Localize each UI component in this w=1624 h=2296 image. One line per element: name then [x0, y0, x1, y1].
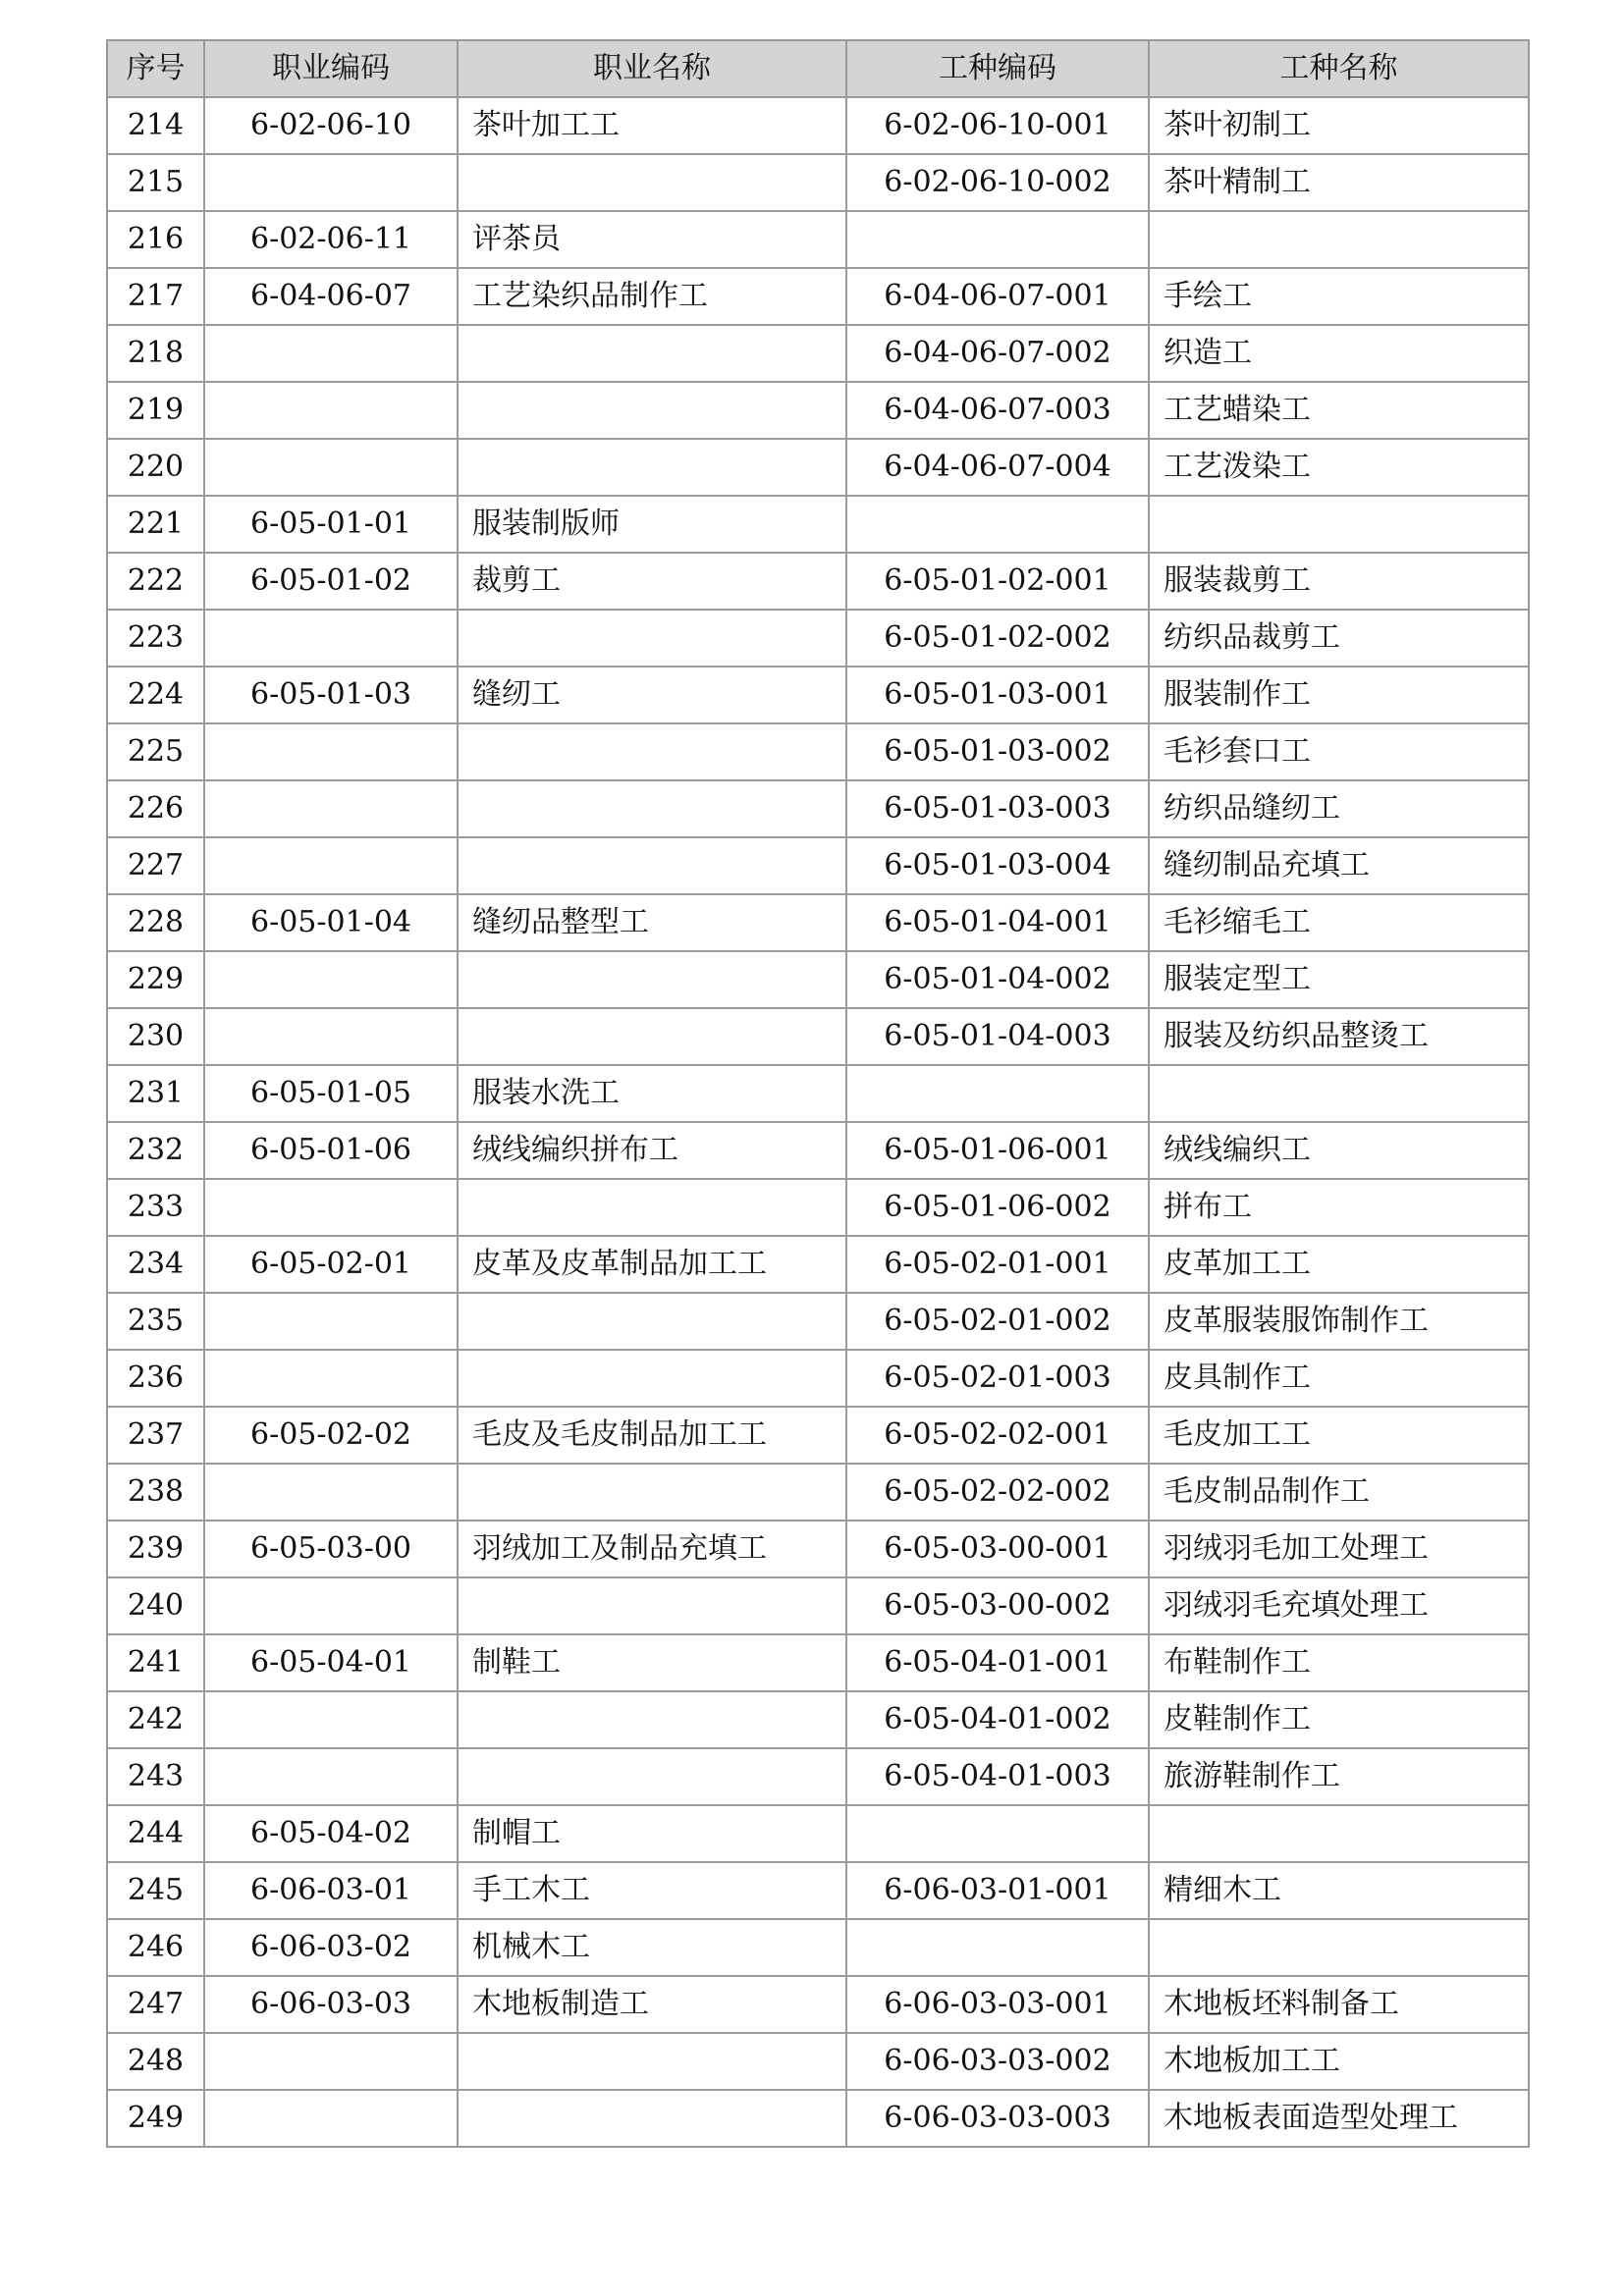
header-occupation-code: 职业编码	[204, 40, 458, 97]
trade-name-cell: 纺织品缝纫工	[1149, 780, 1529, 837]
trade-name-cell: 服装制作工	[1149, 667, 1529, 723]
trade-name-cell: 手绘工	[1149, 268, 1529, 325]
seq-cell: 237	[107, 1407, 204, 1464]
seq-cell: 222	[107, 553, 204, 610]
occupation-code-cell: 6-06-03-01	[204, 1862, 458, 1919]
table-body	[107, 97, 1529, 2147]
table-row	[107, 1350, 1529, 1407]
occupation-name-cell	[458, 1691, 846, 1748]
table-row	[107, 1122, 1529, 1179]
table-row	[107, 1464, 1529, 1521]
table-row	[107, 2090, 1529, 2147]
occupation-name-cell	[458, 1350, 846, 1407]
trade-name-cell	[1149, 496, 1529, 553]
table-header-row	[107, 40, 1529, 97]
trade-name-cell	[1149, 1919, 1529, 1976]
trade-code-cell: 6-05-04-01-003	[846, 1748, 1149, 1805]
occupation-name-cell	[458, 1179, 846, 1236]
table-row	[107, 553, 1529, 610]
seq-cell: 240	[107, 1577, 204, 1634]
occupation-code-cell	[204, 837, 458, 894]
table-row	[107, 382, 1529, 439]
table-row	[107, 1293, 1529, 1350]
trade-code-cell: 6-05-01-06-001	[846, 1122, 1149, 1179]
occupation-name-cell	[458, 2090, 846, 2147]
trade-code-cell: 6-06-03-03-001	[846, 1976, 1149, 2033]
trade-name-cell	[1149, 1805, 1529, 1862]
occupation-name-cell: 服装水洗工	[458, 1065, 846, 1122]
occupation-code-cell	[204, 439, 458, 496]
seq-cell: 225	[107, 723, 204, 780]
trade-code-cell: 6-05-02-02-001	[846, 1407, 1149, 1464]
table-row	[107, 1008, 1529, 1065]
trade-code-cell: 6-06-03-03-003	[846, 2090, 1149, 2147]
trade-code-cell: 6-04-06-07-003	[846, 382, 1149, 439]
occupation-name-cell: 机械木工	[458, 1919, 846, 1976]
table-row	[107, 1236, 1529, 1293]
occupation-name-cell: 木地板制造工	[458, 1976, 846, 2033]
seq-cell: 228	[107, 894, 204, 951]
occupation-name-cell: 茶叶加工工	[458, 97, 846, 154]
table-row	[107, 1691, 1529, 1748]
trade-name-cell: 旅游鞋制作工	[1149, 1748, 1529, 1805]
trade-name-cell: 皮鞋制作工	[1149, 1691, 1529, 1748]
seq-cell: 220	[107, 439, 204, 496]
trade-code-cell: 6-05-01-03-004	[846, 837, 1149, 894]
table-row	[107, 1065, 1529, 1122]
occupation-code-cell	[204, 382, 458, 439]
trade-code-cell: 6-04-06-07-004	[846, 439, 1149, 496]
trade-code-cell	[846, 1805, 1149, 1862]
table-row	[107, 211, 1529, 268]
occupation-code-cell: 6-05-01-03	[204, 667, 458, 723]
trade-name-cell: 拼布工	[1149, 1179, 1529, 1236]
seq-cell: 221	[107, 496, 204, 553]
table-row	[107, 325, 1529, 382]
table-row	[107, 1805, 1529, 1862]
seq-cell: 233	[107, 1179, 204, 1236]
trade-code-cell	[846, 496, 1149, 553]
occupation-code-cell: 6-05-01-02	[204, 553, 458, 610]
trade-code-cell: 6-04-06-07-001	[846, 268, 1149, 325]
trade-code-cell: 6-05-02-01-002	[846, 1293, 1149, 1350]
trade-name-cell: 皮革服装服饰制作工	[1149, 1293, 1529, 1350]
trade-name-cell: 毛衫套口工	[1149, 723, 1529, 780]
trade-code-cell	[846, 211, 1149, 268]
table-row	[107, 97, 1529, 154]
table-row	[107, 1862, 1529, 1919]
header-trade-code: 工种编码	[846, 40, 1149, 97]
table-row	[107, 723, 1529, 780]
occupation-code-cell: 6-06-03-03	[204, 1976, 458, 2033]
table-row	[107, 154, 1529, 211]
trade-code-cell: 6-05-01-03-001	[846, 667, 1149, 723]
seq-cell: 234	[107, 1236, 204, 1293]
trade-code-cell: 6-06-03-03-002	[846, 2033, 1149, 2090]
trade-code-cell: 6-05-03-00-002	[846, 1577, 1149, 1634]
trade-code-cell: 6-05-01-04-003	[846, 1008, 1149, 1065]
table-row	[107, 496, 1529, 553]
trade-name-cell: 服装定型工	[1149, 951, 1529, 1008]
trade-code-cell: 6-05-04-01-002	[846, 1691, 1149, 1748]
occupation-name-cell: 工艺染织品制作工	[458, 268, 846, 325]
table-row	[107, 439, 1529, 496]
seq-cell: 230	[107, 1008, 204, 1065]
trade-name-cell: 木地板表面造型处理工	[1149, 2090, 1529, 2147]
seq-cell: 242	[107, 1691, 204, 1748]
trade-name-cell: 织造工	[1149, 325, 1529, 382]
table-row	[107, 951, 1529, 1008]
seq-cell: 248	[107, 2033, 204, 2090]
seq-cell: 244	[107, 1805, 204, 1862]
occupation-name-cell	[458, 780, 846, 837]
trade-name-cell: 毛皮加工工	[1149, 1407, 1529, 1464]
table-row	[107, 1634, 1529, 1691]
trade-code-cell: 6-05-01-02-001	[846, 553, 1149, 610]
trade-name-cell	[1149, 1065, 1529, 1122]
trade-name-cell: 茶叶初制工	[1149, 97, 1529, 154]
trade-name-cell: 缝纫制品充填工	[1149, 837, 1529, 894]
seq-cell: 229	[107, 951, 204, 1008]
trade-code-cell: 6-05-01-03-002	[846, 723, 1149, 780]
occupation-code-cell: 6-06-03-02	[204, 1919, 458, 1976]
table-row	[107, 1577, 1529, 1634]
table-row	[107, 1976, 1529, 2033]
trade-code-cell: 6-05-01-04-002	[846, 951, 1149, 1008]
occupation-table	[106, 39, 1530, 2148]
trade-name-cell: 绒线编织工	[1149, 1122, 1529, 1179]
trade-code-cell: 6-05-01-06-002	[846, 1179, 1149, 1236]
occupation-name-cell	[458, 382, 846, 439]
occupation-code-cell	[204, 1691, 458, 1748]
trade-name-cell: 皮具制作工	[1149, 1350, 1529, 1407]
seq-cell: 239	[107, 1521, 204, 1577]
header-seq: 序号	[107, 40, 204, 97]
occupation-code-cell: 6-05-02-02	[204, 1407, 458, 1464]
seq-cell: 215	[107, 154, 204, 211]
occupation-code-cell: 6-05-02-01	[204, 1236, 458, 1293]
trade-name-cell: 服装及纺织品整烫工	[1149, 1008, 1529, 1065]
occupation-code-cell	[204, 723, 458, 780]
occupation-name-cell	[458, 610, 846, 667]
trade-name-cell: 布鞋制作工	[1149, 1634, 1529, 1691]
table-row	[107, 268, 1529, 325]
seq-cell: 214	[107, 97, 204, 154]
table-row	[107, 2033, 1529, 2090]
trade-code-cell: 6-05-02-02-002	[846, 1464, 1149, 1521]
occupation-code-cell	[204, 154, 458, 211]
trade-code-cell: 6-06-03-01-001	[846, 1862, 1149, 1919]
seq-cell: 217	[107, 268, 204, 325]
header-trade-name: 工种名称	[1149, 40, 1529, 97]
trade-code-cell: 6-04-06-07-002	[846, 325, 1149, 382]
occupation-code-cell: 6-05-04-01	[204, 1634, 458, 1691]
table-row	[107, 894, 1529, 951]
seq-cell: 245	[107, 1862, 204, 1919]
seq-cell: 227	[107, 837, 204, 894]
trade-name-cell: 工艺泼染工	[1149, 439, 1529, 496]
occupation-name-cell: 制帽工	[458, 1805, 846, 1862]
occupation-code-cell: 6-05-01-06	[204, 1122, 458, 1179]
trade-name-cell: 工艺蜡染工	[1149, 382, 1529, 439]
occupation-code-cell	[204, 1577, 458, 1634]
table-row	[107, 780, 1529, 837]
trade-name-cell: 精细木工	[1149, 1862, 1529, 1919]
trade-name-cell: 木地板加工工	[1149, 2033, 1529, 2090]
occupation-name-cell: 缝纫品整型工	[458, 894, 846, 951]
occupation-name-cell	[458, 1577, 846, 1634]
occupation-name-cell	[458, 951, 846, 1008]
occupation-name-cell: 皮革及皮革制品加工工	[458, 1236, 846, 1293]
seq-cell: 232	[107, 1122, 204, 1179]
trade-code-cell: 6-05-02-01-001	[846, 1236, 1149, 1293]
occupation-name-cell: 手工木工	[458, 1862, 846, 1919]
seq-cell: 236	[107, 1350, 204, 1407]
occupation-name-cell	[458, 1464, 846, 1521]
trade-name-cell: 服装裁剪工	[1149, 553, 1529, 610]
seq-cell: 246	[107, 1919, 204, 1976]
seq-cell: 238	[107, 1464, 204, 1521]
occupation-code-cell: 6-05-01-04	[204, 894, 458, 951]
occupation-code-cell	[204, 1293, 458, 1350]
trade-name-cell	[1149, 211, 1529, 268]
table-row	[107, 1521, 1529, 1577]
trade-name-cell: 毛皮制品制作工	[1149, 1464, 1529, 1521]
occupation-code-cell: 6-05-03-00	[204, 1521, 458, 1577]
occupation-name-cell	[458, 2033, 846, 2090]
seq-cell: 219	[107, 382, 204, 439]
occupation-code-cell: 6-05-04-02	[204, 1805, 458, 1862]
seq-cell: 224	[107, 667, 204, 723]
trade-name-cell: 木地板坯料制备工	[1149, 1976, 1529, 2033]
seq-cell: 218	[107, 325, 204, 382]
occupation-name-cell	[458, 1748, 846, 1805]
occupation-code-cell	[204, 1464, 458, 1521]
seq-cell: 247	[107, 1976, 204, 2033]
occupation-name-cell: 服装制版师	[458, 496, 846, 553]
occupation-code-cell	[204, 1179, 458, 1236]
trade-name-cell: 纺织品裁剪工	[1149, 610, 1529, 667]
table-row	[107, 837, 1529, 894]
trade-name-cell: 羽绒羽毛充填处理工	[1149, 1577, 1529, 1634]
occupation-name-cell: 制鞋工	[458, 1634, 846, 1691]
occupation-name-cell	[458, 325, 846, 382]
occupation-name-cell	[458, 1293, 846, 1350]
occupation-code-cell	[204, 1350, 458, 1407]
occupation-code-cell	[204, 951, 458, 1008]
occupation-name-cell: 毛皮及毛皮制品加工工	[458, 1407, 846, 1464]
trade-code-cell: 6-02-06-10-002	[846, 154, 1149, 211]
occupation-name-cell: 裁剪工	[458, 553, 846, 610]
trade-code-cell	[846, 1919, 1149, 1976]
trade-code-cell: 6-05-02-01-003	[846, 1350, 1149, 1407]
occupation-code-cell: 6-05-01-01	[204, 496, 458, 553]
occupation-code-cell	[204, 610, 458, 667]
seq-cell: 235	[107, 1293, 204, 1350]
table-row	[107, 1919, 1529, 1976]
occupation-name-cell: 评茶员	[458, 211, 846, 268]
seq-cell: 243	[107, 1748, 204, 1805]
trade-code-cell: 6-05-03-00-001	[846, 1521, 1149, 1577]
table-row	[107, 1748, 1529, 1805]
occupation-name-cell	[458, 154, 846, 211]
occupation-code-cell: 6-05-01-05	[204, 1065, 458, 1122]
occupation-name-cell: 缝纫工	[458, 667, 846, 723]
occupation-code-cell	[204, 2090, 458, 2147]
occupation-code-cell: 6-02-06-11	[204, 211, 458, 268]
trade-name-cell: 羽绒羽毛加工处理工	[1149, 1521, 1529, 1577]
occupation-code-cell	[204, 1008, 458, 1065]
trade-name-cell: 皮革加工工	[1149, 1236, 1529, 1293]
occupation-code-cell: 6-04-06-07	[204, 268, 458, 325]
trade-name-cell: 茶叶精制工	[1149, 154, 1529, 211]
occupation-code-cell	[204, 325, 458, 382]
trade-code-cell	[846, 1065, 1149, 1122]
occupation-code-cell	[204, 2033, 458, 2090]
seq-cell: 241	[107, 1634, 204, 1691]
trade-code-cell: 6-05-04-01-001	[846, 1634, 1149, 1691]
seq-cell: 249	[107, 2090, 204, 2147]
occupation-code-cell	[204, 1748, 458, 1805]
table-row	[107, 1179, 1529, 1236]
table-row	[107, 610, 1529, 667]
trade-code-cell: 6-05-01-04-001	[846, 894, 1149, 951]
trade-code-cell: 6-05-01-03-003	[846, 780, 1149, 837]
occupation-name-cell	[458, 439, 846, 496]
seq-cell: 226	[107, 780, 204, 837]
occupation-name-cell	[458, 837, 846, 894]
occupation-name-cell	[458, 723, 846, 780]
table-row	[107, 1407, 1529, 1464]
occupation-code-cell: 6-02-06-10	[204, 97, 458, 154]
occupation-name-cell: 绒线编织拼布工	[458, 1122, 846, 1179]
trade-code-cell: 6-02-06-10-001	[846, 97, 1149, 154]
trade-code-cell: 6-05-01-02-002	[846, 610, 1149, 667]
seq-cell: 223	[107, 610, 204, 667]
seq-cell: 216	[107, 211, 204, 268]
occupation-name-cell: 羽绒加工及制品充填工	[458, 1521, 846, 1577]
table-row	[107, 667, 1529, 723]
header-occupation-name: 职业名称	[458, 40, 846, 97]
trade-name-cell: 毛衫缩毛工	[1149, 894, 1529, 951]
occupation-code-cell	[204, 780, 458, 837]
occupation-name-cell	[458, 1008, 846, 1065]
seq-cell: 231	[107, 1065, 204, 1122]
